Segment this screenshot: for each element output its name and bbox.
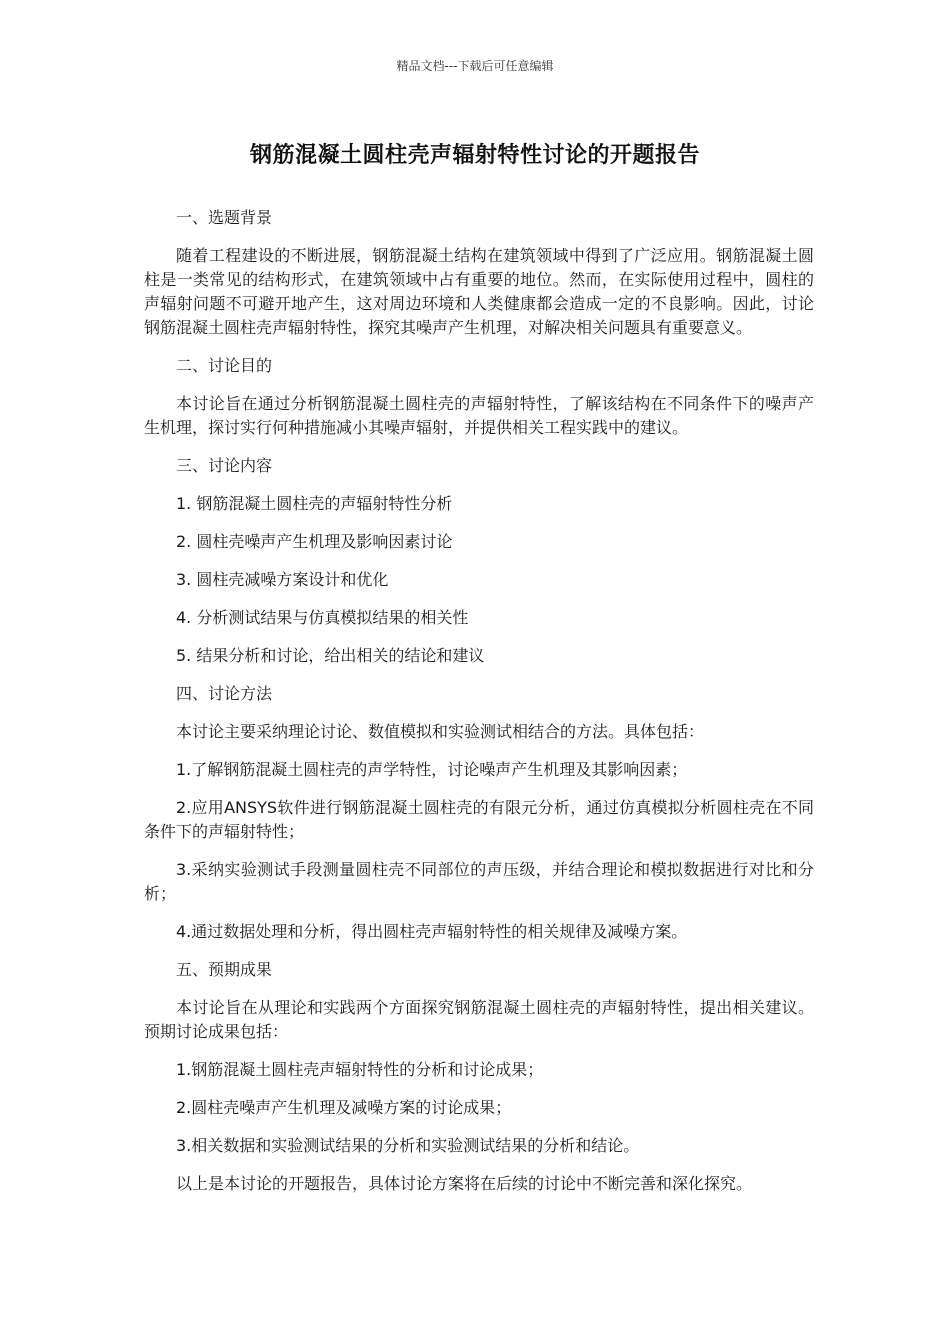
header-note: 精品文档---下载后可任意编辑 <box>396 59 554 73</box>
section-heading: 四、讨论方法 <box>176 684 273 703</box>
list-item: 5. 结果分析和讨论，给出相关的结论和建议 <box>176 646 485 665</box>
document-body <box>144 206 814 1210</box>
conclusion-paragraph: 以上是本讨论的开题报告，具体讨论方案将在后续的讨论中不断完善和深化探究。 <box>176 1174 753 1193</box>
list-item: 4. 分析测试结果与仿真模拟结果的相关性 <box>176 608 469 627</box>
list-item: 4.通过数据处理和分析，得出圆柱壳声辐射特性的相关规律及减噪方案。 <box>176 922 688 941</box>
list-item: 2.圆柱壳噪声产生机理及减噪方案的讨论成果； <box>176 1098 512 1117</box>
list-item: 3. 圆柱壳减噪方案设计和优化 <box>176 570 389 589</box>
paragraph: 随着工程建设的不断进展，钢筋混凝土结构在建筑领域中得到了广泛应用。钢筋混凝土圆柱是一类常见的结构形式，在建筑领域中占有重要的地位。然而，在实际使用过程中，圆柱的声辐射问题不可避开地产生，这对周边环境和人类健康都会造成一定的不良影响。因此，讨论钢筋混凝土圆柱壳声辐射特性，探究其噪声产生机理，对解决相关问题具有重要意义。 <box>144 246 814 337</box>
list-item: 3.相关数据和实验测试结果的分析和实验测试结果的分析和结论。 <box>176 1136 640 1155</box>
list-item: 1.钢筋混凝土圆柱壳声辐射特性的分析和讨论成果； <box>176 1060 544 1079</box>
list-item: 3.采纳实验测试手段测量圆柱壳不同部位的声压级，并结合理论和模拟数据进行对比和分析； <box>144 860 814 903</box>
section-heading: 一、选题背景 <box>176 208 273 227</box>
paragraph: 本讨论主要采纳理论讨论、数值模拟和实验测试相结合的方法。具体包括： <box>176 722 705 741</box>
list-item: 1. 钢筋混凝土圆柱壳的声辐射特性分析 <box>176 494 453 513</box>
list-item: 2. 圆柱壳噪声产生机理及影响因素讨论 <box>176 532 453 551</box>
section-heading: 三、讨论内容 <box>176 456 273 475</box>
paragraph: 本讨论旨在通过分析钢筋混凝土圆柱壳的声辐射特性，了解该结构在不同条件下的噪声产生机理，探讨实行何种措施减小其噪声辐射，并提供相关工程实践中的建议。 <box>144 394 814 437</box>
list-item: 1.了解钢筋混凝土圆柱壳的声学特性，讨论噪声产生机理及其影响因素； <box>176 760 688 779</box>
paragraph: 本讨论旨在从理论和实践两个方面探究钢筋混凝土圆柱壳的声辐射特性，提出相关建议。预期讨论成果包括： <box>144 998 814 1041</box>
section-heading: 二、讨论目的 <box>176 356 273 375</box>
document-title: 钢筋混凝土圆柱壳声辐射特性讨论的开题报告 <box>249 143 700 168</box>
section-heading: 五、预期成果 <box>176 960 273 979</box>
list-item: 2.应用ANSYS软件进行钢筋混凝土圆柱壳的有限元分析，通过仿真模拟分析圆柱壳在不同条件下的声辐射特性； <box>144 798 814 841</box>
